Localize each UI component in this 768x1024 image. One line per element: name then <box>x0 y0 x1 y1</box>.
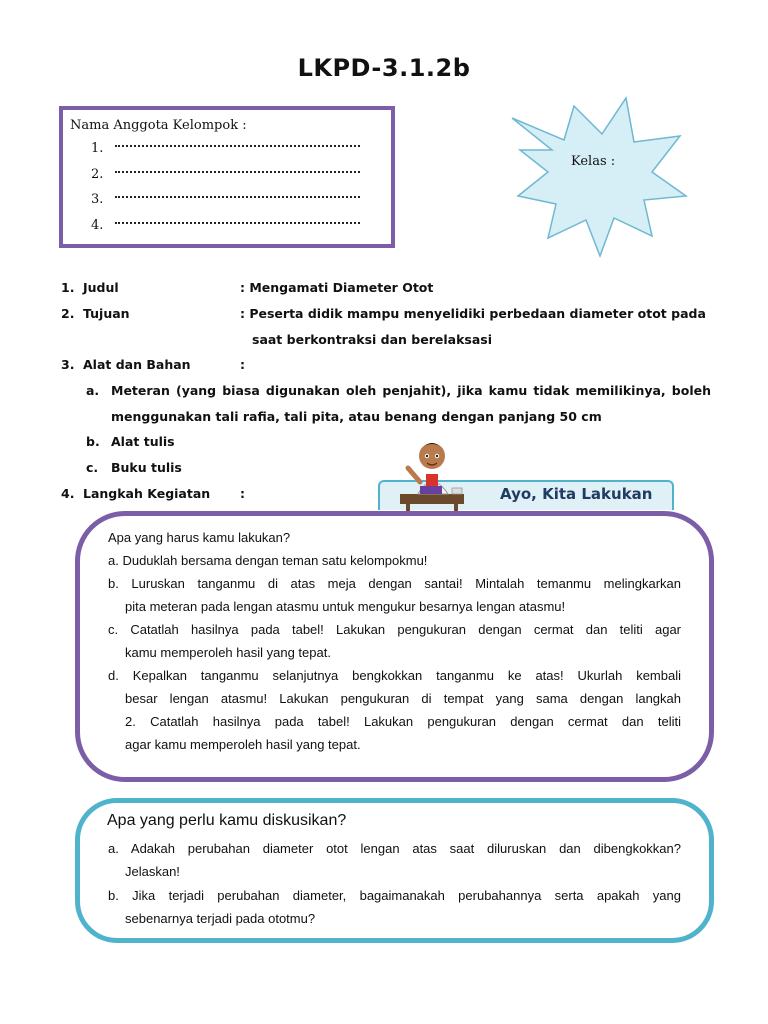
member-blank-line[interactable] <box>115 144 360 147</box>
kelas-label: Kelas : <box>571 154 616 169</box>
item-c-text: Buku tulis <box>111 460 182 475</box>
discussion-question-a-line2: Jelaskan! <box>125 864 180 879</box>
activity-step-c-line1: c. Catatlah hasilnya pada tabel! Lakukan pengukuran dengan cermat dan teliti agar <box>108 622 681 637</box>
activity-step-a: a. Duduklah bersama dengan teman satu kelompokmu! <box>108 553 428 568</box>
group-members-heading: Nama Anggota Kelompok : <box>70 118 247 133</box>
member-row[interactable] <box>91 141 360 156</box>
activity-step-c-line2: kamu memperoleh hasil yang tepat. <box>125 645 331 660</box>
member-blank-line[interactable] <box>115 195 360 198</box>
member-number: 4. <box>91 218 104 233</box>
tujuan-value-line2: saat berkontraksi dan berelaksasi <box>252 332 492 347</box>
group-members-box <box>59 106 395 248</box>
star-badge <box>502 96 692 264</box>
judul-label: Judul <box>83 280 119 295</box>
tujuan-label: Tujuan <box>83 306 130 321</box>
item-b-letter: b. <box>86 434 100 449</box>
judul-number: 1. <box>61 280 75 295</box>
activity-step-d-line4: agar kamu memperoleh hasil yang tepat. <box>125 737 361 752</box>
member-blank-line[interactable] <box>115 221 360 224</box>
item-a-line1: Meteran (yang biasa digunakan oleh penjahit), jika kamu tidak memilikinya, boleh <box>111 383 711 398</box>
alat-colon: : <box>240 357 245 372</box>
item-a-line2: menggunakan tali rafia, tali pita, atau benang dengan panjang 50 cm <box>111 409 602 424</box>
tujuan-value-line1: : Peserta didik mampu menyelidiki perbedaan diameter otot pada <box>240 306 706 321</box>
member-number: 3. <box>91 192 104 207</box>
activity-step-b-line2: pita meteran pada lengan atasmu untuk mengukur besarnya lengan atasmu! <box>125 599 566 614</box>
discussion-question-b-line2: sebenarnya terjadi pada ototmu? <box>125 911 316 926</box>
judul-value: : Mengamati Diameter Otot <box>240 280 434 295</box>
member-row[interactable] <box>91 192 360 207</box>
discussion-question-b-line1: b. Jika terjadi perubahan diameter, bagaimanakah perubahannya serta apakah yang <box>108 888 681 903</box>
tujuan-number: 2. <box>61 306 75 321</box>
member-row[interactable] <box>91 167 360 182</box>
ayo-banner-label: Ayo, Kita Lakukan <box>500 485 653 503</box>
activity-heading: Apa yang harus kamu lakukan? <box>108 530 291 545</box>
activity-step-d-line3: 2. Catatlah hasilnya pada tabel! Lakukan pengukuran dengan cermat dan teliti <box>125 714 681 729</box>
discussion-question-a-line1: a. Adakah perubahan diameter otot lengan atas saat diluruskan dan dibengkokkan? <box>108 841 681 856</box>
langkah-colon: : <box>240 486 245 501</box>
discussion-heading: Apa yang perlu kamu diskusikan? <box>107 812 347 829</box>
alat-label: Alat dan Bahan <box>83 357 191 372</box>
item-c-letter: c. <box>86 460 99 475</box>
page-title: LKPD-3.1.2b <box>297 54 471 82</box>
activity-step-d-line1: d. Kepalkan tanganmu selanjutnya bengkokkan tanganmu ke atas! Ukurlah kembali <box>108 668 681 683</box>
activity-step-b-line1: b. Luruskan tanganmu di atas meja dengan santai! Mintalah temanmu melingkarkan <box>108 576 681 591</box>
member-blank-line[interactable] <box>115 170 360 173</box>
item-b-text: Alat tulis <box>111 434 175 449</box>
member-number: 2. <box>91 167 104 182</box>
member-row[interactable] <box>91 218 360 233</box>
langkah-number: 4. <box>61 486 75 501</box>
member-number: 1. <box>91 141 104 156</box>
student-illustration-icon <box>396 432 478 512</box>
langkah-label: Langkah Kegiatan <box>83 486 211 501</box>
alat-number: 3. <box>61 357 75 372</box>
item-a-letter: a. <box>86 383 100 398</box>
activity-step-d-line2: besar lengan atasmu! Lakukan pengukuran di tempat yang sama dengan langkah <box>125 691 681 706</box>
star-shape <box>512 98 686 256</box>
